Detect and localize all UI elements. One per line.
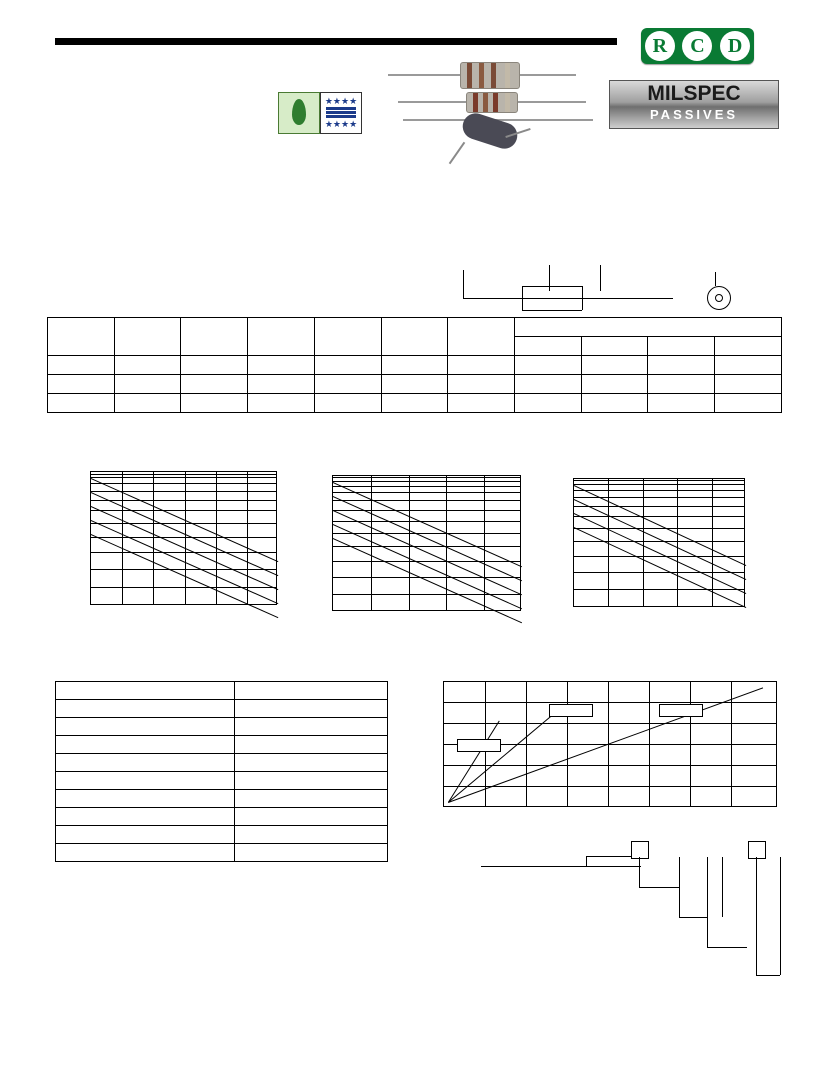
cell bbox=[248, 356, 315, 375]
derating-label-3 bbox=[659, 704, 703, 717]
table-row bbox=[48, 394, 782, 413]
col-type bbox=[48, 318, 115, 356]
cell bbox=[56, 736, 235, 754]
table-row bbox=[56, 844, 388, 862]
chart-gridline-h bbox=[574, 516, 744, 517]
chart-curve bbox=[333, 496, 522, 581]
table-row bbox=[56, 772, 388, 790]
cell bbox=[56, 718, 235, 736]
chart-gridline-h bbox=[574, 541, 744, 542]
cell bbox=[314, 394, 381, 413]
cell bbox=[56, 808, 235, 826]
electrical-parameters-table bbox=[55, 681, 388, 862]
col-tempco bbox=[381, 318, 448, 356]
cell bbox=[448, 356, 515, 375]
cell bbox=[314, 356, 381, 375]
chart-resistance-range-3 bbox=[573, 478, 745, 607]
cell bbox=[581, 375, 648, 394]
cell bbox=[181, 394, 248, 413]
chart-gridline-h bbox=[574, 589, 744, 590]
chart-gridline-h bbox=[333, 577, 520, 578]
cell bbox=[56, 754, 235, 772]
cell bbox=[114, 394, 181, 413]
cell bbox=[248, 375, 315, 394]
cell bbox=[648, 375, 715, 394]
table-row bbox=[56, 736, 388, 754]
milspec-passives-badge bbox=[609, 80, 779, 129]
cell bbox=[114, 356, 181, 375]
pn-box-2 bbox=[748, 841, 766, 859]
cell bbox=[56, 682, 235, 700]
chart-resistance-range-2 bbox=[332, 475, 521, 611]
cell bbox=[715, 394, 782, 413]
rcd-logo-letter-c: C bbox=[682, 31, 712, 61]
cell bbox=[114, 375, 181, 394]
chart-gridline-v bbox=[153, 472, 154, 604]
chart-gridline-h bbox=[91, 510, 276, 511]
chart-gridline-h bbox=[574, 572, 744, 573]
cell bbox=[48, 356, 115, 375]
derating-chart bbox=[443, 681, 777, 807]
rcd-logo-letter-r: R bbox=[645, 31, 675, 61]
chart-curve bbox=[333, 524, 522, 609]
cell bbox=[56, 790, 235, 808]
pn-box-1 bbox=[631, 841, 649, 859]
chart-gridline-h bbox=[91, 552, 276, 553]
cell bbox=[48, 394, 115, 413]
cell bbox=[515, 394, 582, 413]
chart-gridline-h bbox=[91, 569, 276, 570]
col-voltage bbox=[181, 318, 248, 356]
col-dim-weight bbox=[715, 337, 782, 356]
cell bbox=[235, 808, 388, 826]
chart-gridline-v bbox=[216, 472, 217, 604]
cell bbox=[235, 736, 388, 754]
table-row bbox=[56, 754, 388, 772]
cell bbox=[235, 718, 388, 736]
col-dimensions-group bbox=[515, 318, 782, 337]
table-row bbox=[56, 700, 388, 718]
cell bbox=[56, 772, 235, 790]
table-row bbox=[48, 375, 782, 394]
chart-gridline-v bbox=[712, 479, 713, 606]
chart-gridline-h bbox=[574, 528, 744, 529]
chart-gridline-h bbox=[91, 587, 276, 588]
chart-gridline-h bbox=[574, 556, 744, 557]
cell bbox=[181, 356, 248, 375]
chart-gridline-h bbox=[333, 486, 520, 487]
chart-gridline-h bbox=[91, 477, 276, 478]
milspec-subtitle: PASSIVES bbox=[649, 107, 739, 122]
chart-gridline-h bbox=[333, 492, 520, 493]
cell bbox=[235, 790, 388, 808]
chart-gridline-v bbox=[677, 479, 678, 606]
cell bbox=[648, 356, 715, 375]
cell bbox=[381, 356, 448, 375]
chart-gridline-h bbox=[91, 500, 276, 501]
cell bbox=[648, 394, 715, 413]
milspec-title: MILSPEC bbox=[647, 82, 741, 105]
chart-gridline-h bbox=[333, 500, 520, 501]
stars-bar-1 bbox=[326, 107, 356, 110]
cell bbox=[581, 356, 648, 375]
cell bbox=[715, 375, 782, 394]
header-rule bbox=[55, 38, 617, 45]
derating-label-2 bbox=[549, 704, 593, 717]
chart-gridline-h bbox=[91, 537, 276, 538]
chart-gridline-v bbox=[247, 472, 248, 604]
cell bbox=[56, 700, 235, 718]
cell bbox=[448, 394, 515, 413]
derating-label-1 bbox=[457, 739, 501, 752]
table-row bbox=[56, 718, 388, 736]
cell bbox=[235, 772, 388, 790]
chart-gridline-h bbox=[91, 523, 276, 524]
chart-gridline-h bbox=[574, 480, 744, 481]
rcd-logo-letter-d: D bbox=[720, 31, 750, 61]
chart-curve bbox=[333, 482, 522, 567]
table-header-row-1 bbox=[48, 318, 782, 337]
chart-gridline-h bbox=[333, 561, 520, 562]
table-row bbox=[56, 808, 388, 826]
chart-gridline-h bbox=[333, 481, 520, 482]
specification-table bbox=[47, 317, 782, 413]
table-row bbox=[56, 826, 388, 844]
cell bbox=[181, 375, 248, 394]
stars-row-top: ★★★★ bbox=[324, 96, 358, 106]
table-row bbox=[56, 790, 388, 808]
col-tolerance bbox=[314, 318, 381, 356]
cell bbox=[235, 682, 388, 700]
col-resistance bbox=[248, 318, 315, 356]
chart-curve bbox=[333, 510, 522, 595]
col-dim-lead bbox=[648, 337, 715, 356]
cell-footnote[interactable] bbox=[56, 844, 235, 862]
chart-gridline-h bbox=[574, 490, 744, 491]
table-row bbox=[56, 682, 388, 700]
chart-gridline-h bbox=[574, 506, 744, 507]
stars-bar-3 bbox=[326, 115, 356, 118]
green-leaf-icon bbox=[278, 92, 320, 134]
four-stars-icon bbox=[320, 92, 362, 134]
cell bbox=[581, 394, 648, 413]
rcd-logo bbox=[641, 28, 754, 64]
cell bbox=[715, 356, 782, 375]
chart-curve bbox=[333, 538, 522, 623]
chart-gridline-v bbox=[371, 476, 372, 610]
cell bbox=[515, 356, 582, 375]
chart-gridline-h bbox=[91, 474, 276, 475]
stars-row-bottom: ★★★★ bbox=[324, 119, 358, 129]
stars-bar-2 bbox=[326, 111, 356, 114]
cell bbox=[448, 375, 515, 394]
table-row bbox=[48, 356, 782, 375]
chart-gridline-v bbox=[185, 472, 186, 604]
chart-gridline-h bbox=[91, 483, 276, 484]
cell bbox=[56, 826, 235, 844]
chart-resistance-range-1 bbox=[90, 471, 277, 605]
cell bbox=[515, 375, 582, 394]
cell bbox=[381, 394, 448, 413]
cell bbox=[381, 375, 448, 394]
cell bbox=[235, 700, 388, 718]
col-dim-l bbox=[515, 337, 582, 356]
chart-gridline-v bbox=[484, 476, 485, 610]
chart-gridline-h bbox=[574, 484, 744, 485]
cell bbox=[235, 826, 388, 844]
col-power bbox=[114, 318, 181, 356]
end-view-lead-dot bbox=[715, 294, 723, 302]
cell bbox=[48, 375, 115, 394]
chart-gridline-h bbox=[333, 546, 520, 547]
chart-gridline-h bbox=[333, 477, 520, 478]
cell bbox=[235, 754, 388, 772]
leaf-shape bbox=[292, 99, 306, 125]
chart-gridline-h bbox=[333, 533, 520, 534]
cell bbox=[248, 394, 315, 413]
chart-gridline-v bbox=[643, 479, 644, 606]
cell bbox=[314, 375, 381, 394]
chart-gridline-h bbox=[333, 510, 520, 511]
cell bbox=[235, 844, 388, 862]
col-dim-d bbox=[581, 337, 648, 356]
